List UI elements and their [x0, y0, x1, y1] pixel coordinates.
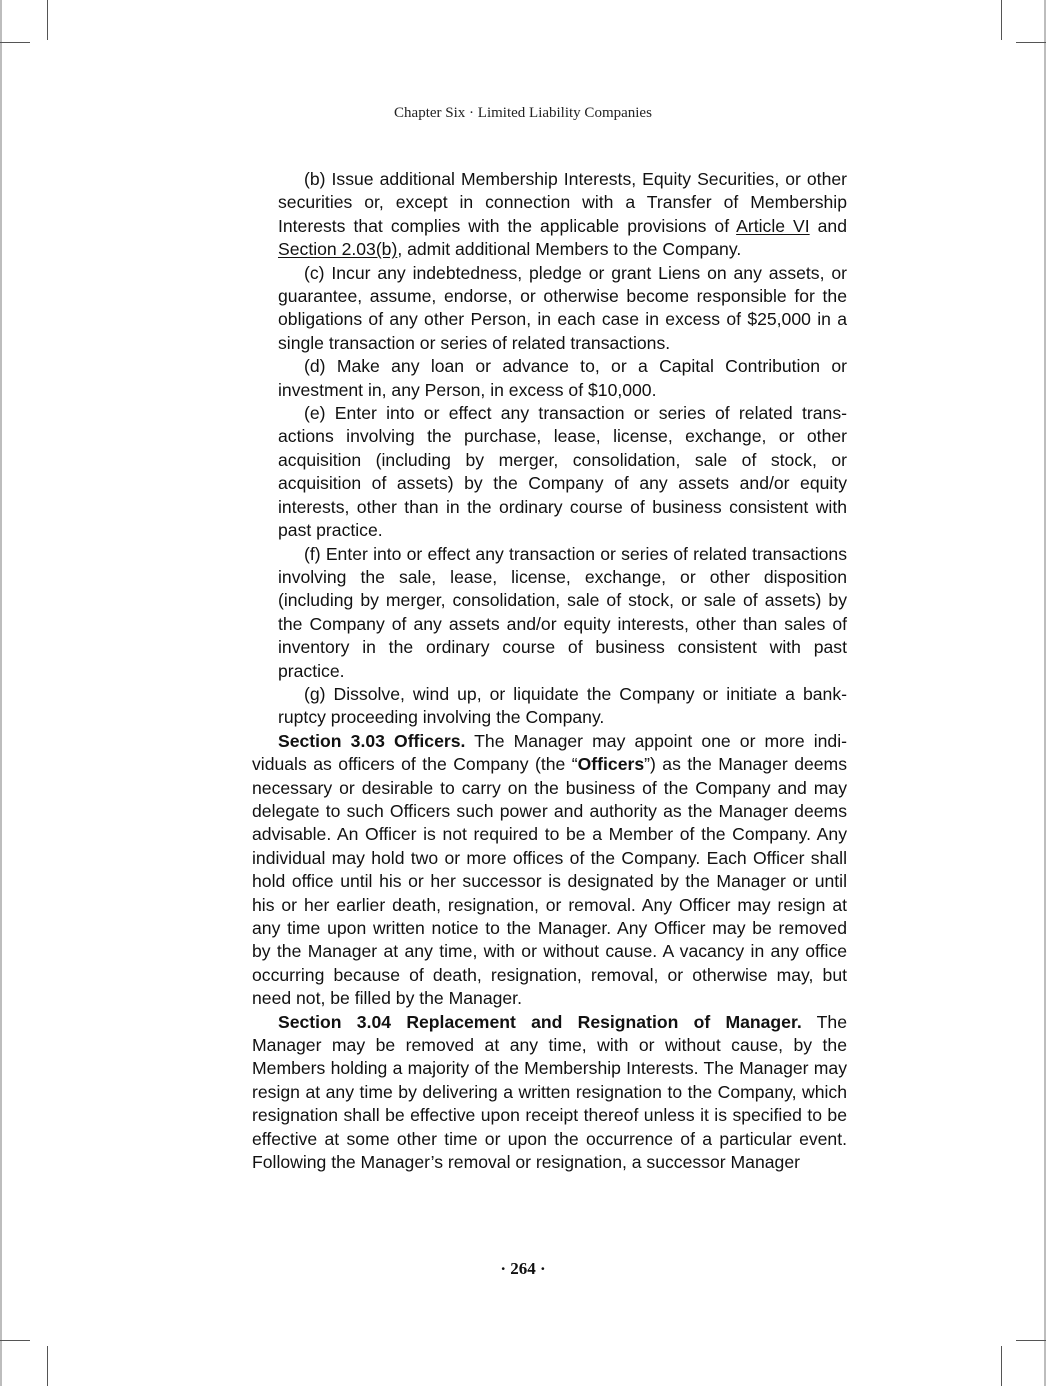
defined-term-officers: Officers: [577, 754, 645, 775]
clause-e: (e) Enter into or effect any transaction or series of related transactions involving the purchase, lease, license, exchange, or other acquisition (including by merger, consolidation, sale of stock, or acquisition of assets) by the Company of any assets and/or equity interests, other than in the ordinary course of business consistent with past practice.: [278, 403, 847, 541]
section-3-03: Section 3.03 Officers. The Manager may appoint one or more individuals as officers of the Company (the “Officers”) as the Manager deems necessary or desirable to carry on the business of the Company and may delegate to such Officers such power and authority as the Manager deems advisable. An Officer is not required to be a Member of the Company. Any individual may hold two or more offices of the Company. Each Officer shall hold office until his or her successor is designated by the Manager or until his or her earlier death, resignation, or removal. Any Officer may resign at any time upon written notice to the Manager. Any Officer may be removed by the Manager at any time, with or without cause. A vacancy in any office occurring because of death, resignation, removal, or otherwise may, but need not, be filled by the Manager.: [252, 730, 847, 1009]
crop-mark: [1001, 0, 1002, 40]
clause-d: (d) Make any loan or advance to, or a Capital Contribution or investment in, any Person, in excess of $10,000.: [278, 356, 847, 400]
crop-mark: [47, 1346, 48, 1386]
clause-f: (f) Enter into or effect any transaction or series of related transactions involving the sale, lease, license, exchange, or other disposition (including by merger, consolidation, sale of stock, or sale of assets) by the Company of any assets and/or equity interests, other than sales of inventory in the ordinary course of business consistent with past practice.: [278, 543, 847, 681]
section-2-03b-link[interactable]: Section 2.03(b): [278, 239, 398, 260]
crop-mark: [0, 1340, 30, 1341]
article-vi-link[interactable]: Article VI: [736, 215, 810, 236]
crop-mark: [1016, 42, 1046, 43]
clause-b: (b) Issue additional Membership Interests, Equity Securities, or other securities or, except in connection with a Transfer of Membership Interests that complies with the applicable provisions of Article VI and Section 2.03(b), admit additional Members to the Company.: [278, 169, 847, 260]
page-edge-left: [0, 0, 2, 1386]
section-3-03-heading: Section 3.03 Officers.: [278, 730, 466, 751]
crop-mark: [1001, 1346, 1002, 1386]
clause-c: (c) Incur any indebtedness, pledge or grant Liens on any assets, or guarantee, assume, endorse, or otherwise become responsible for the obligations of any other Person, in each case in excess of $25,000 in a single transaction or series of related transactions.: [278, 262, 847, 353]
crop-mark: [1016, 1340, 1046, 1341]
body-text: [252, 168, 847, 1174]
section-3-04: Section 3.04 Replacement and Resignation of Manager. The Manager may be removed at any time, with or without cause, by the Members holding a majority of the Membership Interests. The Manager may resign at any time by delivering a written resignation to the Company, which resignation shall be effective upon receipt thereof unless it is specified to be effective at some other time or upon the occurrence of a particular event. Following the Manager’s removal or resignation, a successor Manager: [252, 1011, 847, 1173]
crop-mark: [0, 42, 30, 43]
crop-mark: [47, 0, 48, 40]
running-head: Chapter Six · Limited Liability Companies: [394, 105, 652, 121]
page-number: · 264 ·: [500, 1259, 546, 1278]
clause-g: (g) Dissolve, wind up, or liquidate the Company or initiate a bankruptcy proceeding involving the Company.: [278, 683, 847, 728]
section-3-04-heading: Section 3.04 Replacement and Resignation of Manager.: [278, 1011, 802, 1032]
